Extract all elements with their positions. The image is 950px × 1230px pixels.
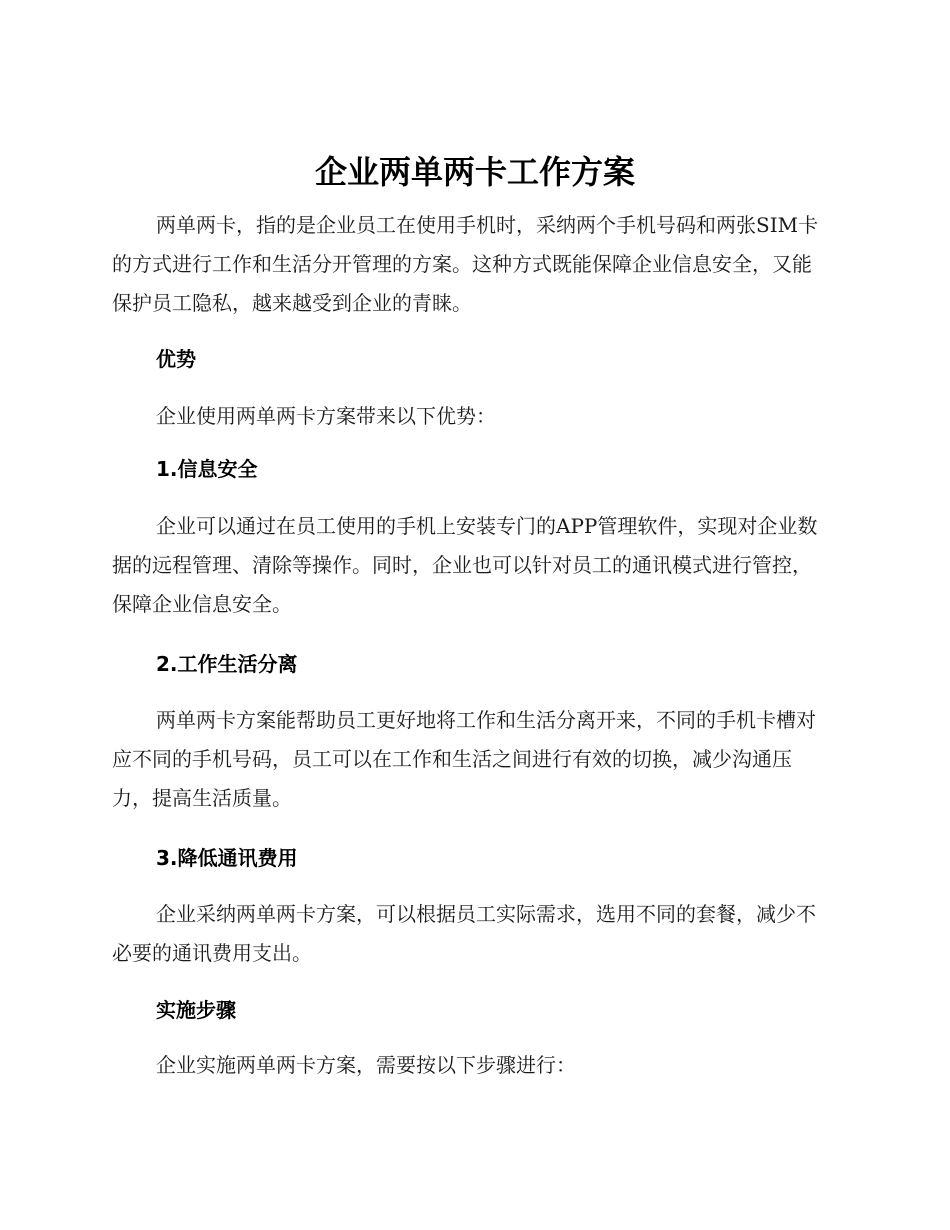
- steps-heading: 实施步骤: [156, 998, 236, 1022]
- advantage-1-heading: 1.信息安全: [156, 457, 258, 481]
- advantage-3-heading: 3.降低通讯费用: [156, 846, 298, 870]
- advantages-heading: 优势: [156, 347, 196, 371]
- advantages-intro: 企业使用两单两卡方案带来以下优势：: [156, 404, 496, 428]
- intro-paragraph: 两单两卡，指的是企业员工在使用手机时，采纳两个手机号码和两张SIM卡的方式进行工作和生活分开管理的方案。这种方式既能保障企业信息安全，又能保护员工隐私，越来越受到企业的青睐。: [112, 213, 819, 315]
- advantage-3-paragraph: 企业采纳两单两卡方案，可以根据员工实际需求，选用不同的套餐，减少不必要的通讯费用支出。: [112, 902, 816, 965]
- steps-intro: 企业实施两单两卡方案，需要按以下步骤进行：: [156, 1053, 576, 1077]
- advantage-2-paragraph: 两单两卡方案能帮助员工更好地将工作和生活分离开来，不同的手机卡槽对应不同的手机号码，员工可以在工作和生活之间进行有效的切换，减少沟通压力，提高生活质量。: [112, 708, 816, 810]
- document-title: 企业两单两卡工作方案: [314, 153, 635, 191]
- advantage-1-paragraph: 企业可以通过在员工使用的手机上安装专门的APP管理软件，实现对企业数据的远程管理、清除等操作。同时，企业也可以针对员工的通讯模式进行管控，保障企业信息安全。: [112, 514, 818, 616]
- advantage-2-heading: 2.工作生活分离: [156, 652, 298, 676]
